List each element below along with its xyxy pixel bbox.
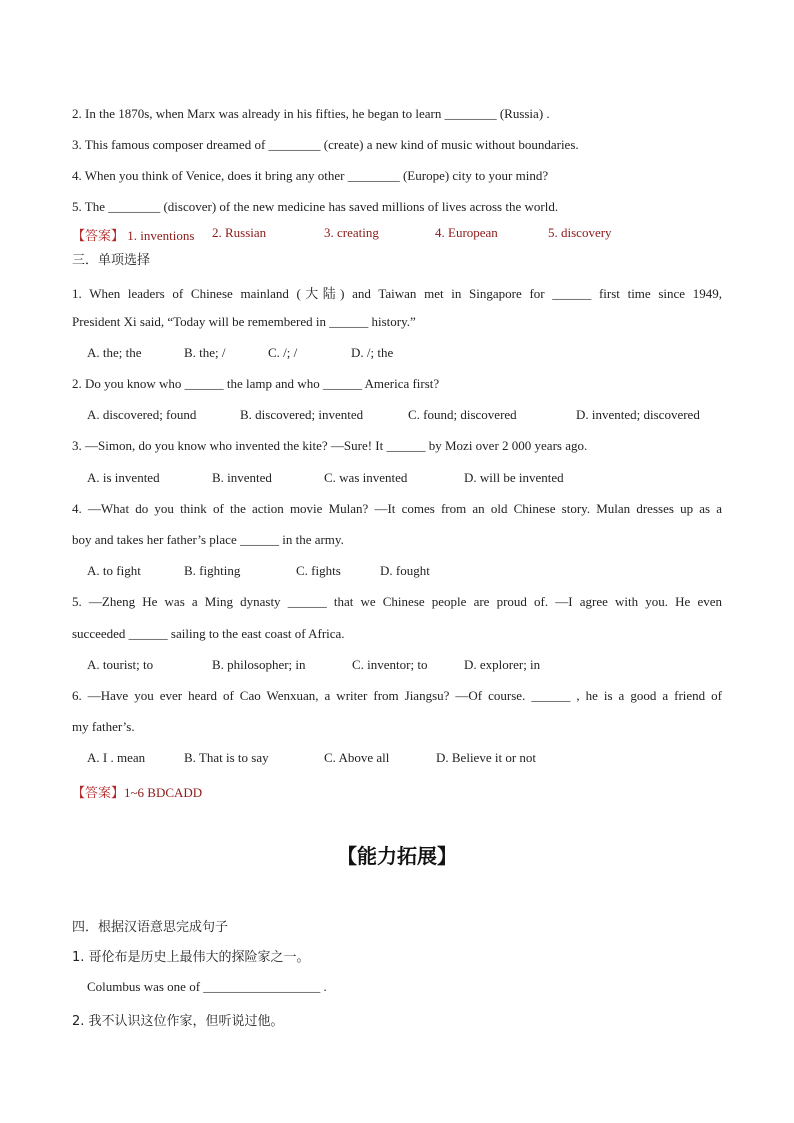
mc-q3-option-d: D. will be invented (464, 470, 564, 485)
mc-q6-line1: 6. —Have you ever heard of Cao Wenxuan, a writer from Jiangsu? —Of course. ______ , he is a good a friend of (72, 688, 722, 703)
mc-q4-option-d: D. fought (380, 563, 430, 578)
answer-4: 4. European (435, 225, 498, 240)
mc-q5-option-c: C. inventor; to (352, 657, 428, 672)
mc-q1-line1: 1. When leaders of Chinese mainland (大陆) and Taiwan met in Singapore for ______ first time since 1949, (72, 286, 722, 301)
answer-2: 2. Russian (212, 225, 267, 240)
mc-q1-option-b: B. the; / (184, 345, 226, 360)
mc-q5-option-d: D. explorer; in (464, 657, 541, 672)
mc-q2-option-a: A. discovered; found (87, 407, 197, 422)
mc-q4-option-b: B. fighting (184, 563, 241, 578)
answer-row-section3 (72, 782, 202, 801)
answer-3: 3. creating (324, 225, 379, 240)
mc-q3-option-a: A. is invented (87, 470, 160, 485)
mc-q3-line1: 3. —Simon, do you know who invented the kite? —Sure! It ______ by Mozi over 2 000 years ago. (72, 438, 588, 453)
mc-q6-line2: my father’s. (72, 719, 135, 734)
mc-q2-option-d: D. invented; discovered (576, 407, 700, 422)
mc-q5-option-a: A. tourist; to (87, 657, 154, 672)
mc-q6-option-b: B. That is to say (184, 750, 269, 765)
translation-q1-cn: 1. 哥伦布是历史上最伟大的探险家之一。 (72, 950, 310, 965)
answer-tag: 【答案】 (72, 229, 125, 244)
page-title: 【能力拓展】 (337, 844, 457, 868)
mc-q4-line2: boy and takes her father’s place ______ in the army. (72, 532, 344, 547)
fill-blank-q2: 2. In the 1870s, when Marx was already in his fifties, he began to learn ________ (Russia) . (72, 106, 550, 121)
mc-q6-option-a: A. I . mean (87, 750, 146, 765)
mc-q4-option-c: C. fights (296, 563, 341, 578)
translation-q2-cn: 2. 我不认识这位作家，但听说过他。 (72, 1014, 284, 1029)
answer-row-part3 (72, 225, 612, 244)
mc-q5-line1: 5. —Zheng He was a Ming dynasty ______ that we Chinese people are proud of. —I agree with you. He even (72, 594, 722, 609)
section-heading-multiple-choice: 三．单项选择 (72, 253, 151, 268)
translation-q1-en: Columbus was one of __________________ . (87, 979, 327, 994)
mc-q3-option-c: C. was invented (324, 470, 408, 485)
answer-keys: 1~6 BDCADD (124, 785, 203, 800)
mc-q2-option-c: C. found; discovered (408, 407, 517, 422)
mc-q3-option-b: B. invented (212, 470, 272, 485)
mc-q4-option-a: A. to fight (87, 563, 141, 578)
mc-q2-line1: 2. Do you know who ______ the lamp and who ______ America first? (72, 376, 440, 391)
mc-q6-option-c: C. Above all (324, 750, 390, 765)
mc-q5-option-b: B. philosopher; in (212, 657, 306, 672)
fill-blank-q4: 4. When you think of Venice, does it bring any other ________ (Europe) city to your mind? (72, 168, 549, 183)
fill-blank-q3: 3. This famous composer dreamed of ________ (create) a new kind of music without boundaries. (72, 137, 579, 152)
section-heading-translation: 四．根据汉语意思完成句子 (72, 920, 229, 935)
answer-1: 1. inventions (127, 228, 195, 243)
mc-q4-line1: 4. —What do you think of the action movie Mulan? —It comes from an old Chinese story. Mulan dresses up as a (72, 501, 722, 516)
mc-q1-option-c: C. /; / (268, 345, 298, 360)
fill-blank-q5: 5. The ________ (discover) of the new medicine has saved millions of lives across the world. (72, 199, 559, 214)
mc-q1-option-d: D. /; the (351, 345, 394, 360)
mc-q5-line2: succeeded ______ sailing to the east coast of Africa. (72, 626, 345, 641)
mc-q6-option-d: D. Believe it or not (436, 750, 537, 765)
answer-5: 5. discovery (548, 225, 612, 240)
mc-q2-option-b: B. discovered; invented (240, 407, 364, 422)
mc-q1-option-a: A. the; the (87, 345, 142, 360)
answer-tag: 【答案】 (72, 786, 125, 801)
mc-q1-line2: President Xi said, “Today will be remembered in ______ history.” (72, 314, 416, 329)
